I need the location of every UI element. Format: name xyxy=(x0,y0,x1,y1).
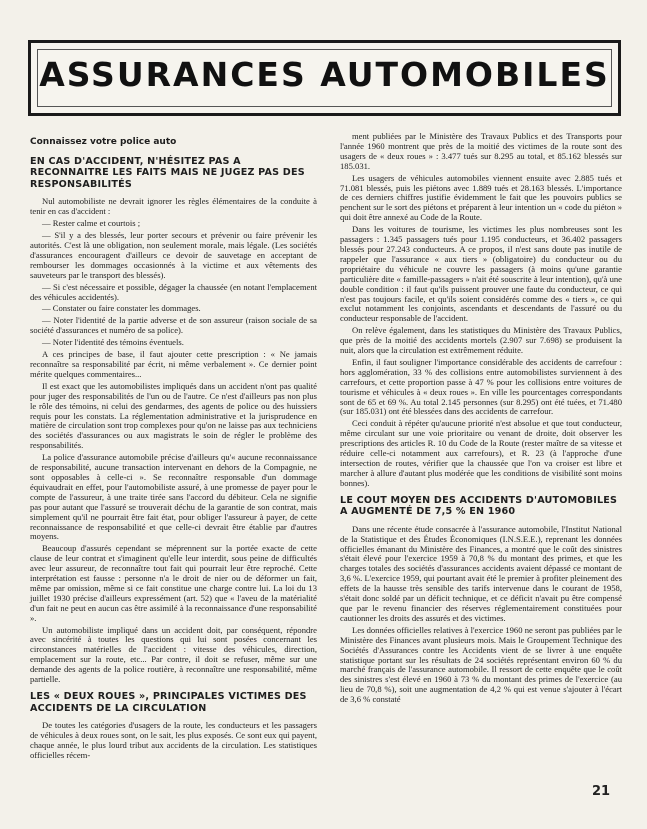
paragraph: On relève également, dans les statistiques du Ministère des Travaux Publics, que près de la moitié des accidents mortels (2.907 sur 7.698) se produisent la nuit, alors que la circulation est extrêmement réduite. xyxy=(340,325,622,356)
paragraph: — S'il y a des blessés, leur porter secours et prévenir ou faire prévenir les autorités. C'est là une obligation, non seulement morale, mais légale. (Les sociétés d'assurances encouragent d'ailleurs ce devoir de sauvetage en acceptant de rembourser les dommages occasionnés à la victime et aux vêtements des sauveteurs par le transport des blessés). xyxy=(30,230,317,280)
paragraph: Les usagers de véhicules automobiles viennent ensuite avec 2.885 tués et 71.081 blessés, puis les piétons avec 1.889 tués et 28.163 blessés. L'importance de ces derniers chiffres justifie évidemment le fait que les pouvoirs publics se penchent sur le sort des piétons et préparent à leur intention un « code du piéton » qui doit être annexé au Code de la Route. xyxy=(340,172,622,223)
right-paragraphs-1 xyxy=(340,132,622,489)
left-paragraphs-1 xyxy=(30,197,317,685)
subhead: Connaissez votre police auto xyxy=(30,137,177,147)
left-column xyxy=(30,138,317,763)
paragraph: — Noter l'identité de la partie adverse et de son assureur (raison sociale de sa société d'assurances et numéro de sa police). xyxy=(30,315,317,336)
left-paragraphs-2 xyxy=(30,721,317,761)
page-title: ASSURANCES AUTOMOBILES xyxy=(39,55,610,94)
heading-accident: EN CAS D'ACCIDENT, N'HÉSITEZ PAS A RECONNAITRE LES FAITS MAIS NE JUGEZ PAS DES RESPONSABILITÉS xyxy=(30,155,305,190)
paragraph: ment publiées par le Ministère des Travaux Publics et des Transports pour l'année 1960 montrent que près de la moitié des victimes de la route sont des usagers de « deux roues » : 3.477 tués sur 8.295 au total, et 85.162 blessés sur 185.031. xyxy=(340,131,622,171)
paragraph: De toutes les catégories d'usagers de la route, les conducteurs et les passagers de véhicules à deux roues sont, on le sait, les plus exposés. Ce sont eux qui payent, chaque année, le plus lourd tribut aux accidents de la circulation. Les statistiques officielles récem- xyxy=(30,720,317,760)
paragraph: Enfin, il faut souligner l'importance considérable des accidents de carrefour : hors agglomération, 33 % des collisions entre automobilistes surviennent à des carrefours, et cette proportion passe à 47 % pour les collisions entre voitures de tourisme et véhicules à « deux roues ». En ville les pourcentages correspondants sont de 65 et 69 %. Au total 2.145 personnes (sur 8.295) ont été tuées, et 71.480 (sur 185.031) ont été blessées dans des accidents de carrefour. xyxy=(340,356,622,417)
paragraph: — Constater ou faire constater les dommages. xyxy=(42,303,201,314)
heading-deux-roues: LES « DEUX ROUES », PRINCIPALES VICTIMES DES ACCIDENTS DE LA CIRCULATION xyxy=(30,691,307,714)
paragraph: — Noter l'identité des témoins éventuels. xyxy=(42,337,184,348)
paragraph: Ceci conduit à répéter qu'aucune priorité n'est absolue et que tout conducteur, même circulant sur une voie prioritaire ou venant de droite, doit observer les prescriptions des articles R. 10 du Code de la Route (rester maître de sa vitesse et réduire celle-ci notamment aux carrefours), et R. 23 (à l'approche d'une intersection de routes, vérifier que la chaussée que l'on va croiser est libre et marcher à allure d'autant plus modérée que les conditions de visibilité sont moins bonnes). xyxy=(340,418,622,488)
heading-cout-moyen: LE COUT MOYEN DES ACCIDENTS D'AUTOMOBILES A AUGMENTÉ DE 7,5 % EN 1960 xyxy=(340,494,618,518)
paragraph: Nul automobiliste ne devrait ignorer les règles élémentaires de la conduite à tenir en cas d'accident : xyxy=(30,196,317,217)
page-number: 21 xyxy=(592,784,611,799)
paragraph: Dans une récente étude consacrée à l'assurance automobile, l'Institut National de la Statistique et des Études Économiques (I.N.S.E.E.), reprenant les données officielles émanant du Ministère des Finances, a montré que le coût des sinistres s'était élevé pour l'exercice 1959 à 70,8 % du montant des primes, et que les charges totales des sociétés d'assurances accidents avaient dépassé ce montant de 3,6 %. L'exercice 1959, qui pourtant avait été le premier à profiter pleinement des effets de la hausse très sensible des tarifs intervenue dans le courant de 1958, s'était donc soldé par un déficit technique, et ce déficit n'avait pu être compensé que par le revenu financier des réserves réglementairement constituées pour cautionner les droits des assurés et des victimes. xyxy=(340,523,622,623)
title-banner xyxy=(28,40,621,116)
right-paragraphs-2 xyxy=(340,525,622,705)
paragraph: A ces principes de base, il faut ajouter cette prescription : « Ne jamais reconnaître sa responsabilité par écrit, ni même verbalement ». Ce dernier point mérite quelques commentaires... xyxy=(30,349,317,379)
paragraph: — Rester calme et courtois ; xyxy=(42,218,141,229)
paragraph: Un automobiliste impliqué dans un accident doit, par conséquent, répondre avec sincérité à toutes les questions qui lui sont posées concernant les circonstances matérielles de l'accident : vitesse des véhicules, direction, emplacement sur la route, etc... Par contre, il doit se refuser, même sur une demande des agents de la police routière, à reconnaître une responsabilité, même partielle. xyxy=(30,624,317,685)
paragraph: Beaucoup d'assurés cependant se méprennent sur la portée exacte de cette clause de leur contrat et s'imaginent qu'elle leur interdit, sous peine de difficultés avec leur assureur, de reconnaître tout fait qui pourrait leur être reproché. Cette interprétation est fausse : personne n'a le droit de nier ou de déformer un fait, même par omission, même si ce fait constitue une charge contre lui. La loi du 13 juillet 1930 précise d'ailleurs expressément (art. 52) que « l'aveu de la matérialité d'un fait ne peut en aucun cas être assimilé à la reconnaissance d'une responsabilité ». xyxy=(30,543,317,623)
paragraph: Les données officielles relatives à l'exercice 1960 ne seront pas publiées par le Ministère des Finances avant plusieurs mois. Mais le Groupement Technique des Sociétés d'Assurances contre les Accidents vient de se livrer à une enquête statistique portant sur les résultats de 24 sociétés représentant environ 60 % du marché français de l'assurance automobile. Il ressort de cette enquête que le coût des sinistres s'est élevé en 1960 à 73 % du montant des primes de l'exercice (au lieu de 70,8 %), soit une augmentation de 4,2 % qui est venue s'ajouter à l'écart de 3,6 % constaté xyxy=(340,624,622,705)
paragraph: Il est exact que les automobilistes impliqués dans un accident n'ont pas qualité pour juger des responsabilités de l'un ou de l'autre. Ce n'est d'ailleurs pas non plus le rôle des témoins, ni celui des gendarmes, des agents de police ou des huissiers requis pour les constats. La réglementation administrative et la jurisprudence en matière de circulation sont trop complexes pour qu'on ne laisse pas aux techniciens des sociétés d'assurances ou aux magistrats le soin de régler le problème des responsabilités. xyxy=(30,380,317,451)
paragraph: Dans les voitures de tourisme, les victimes les plus nombreuses sont les passagers : 1.345 passagers tués pour 1.195 conducteurs, et 36.402 passagers blessés pour 27.243 conducteurs. A ce propos, il n'est sans doute pas inutile de rappeler que l'assurance « aux tiers » (obligatoire) du conducteur ou du propriétaire du véhicule ne couvre les passagers (à moins qu'une garantie particulière dite « famille-passagers » n'ait été souscrite à leur intention), qu'à une double condition : il faut qu'ils puissent prouver une faute du conducteur, ce qui n'est pas toujours facile, et qu'ils soient considérés comme des « tiers », ce qui exclut notamment les conjoints, ascendants et descendants de l'assuré ou du conducteur responsable de l'accident. xyxy=(340,224,622,324)
paragraph: — Si c'est nécessaire et possible, dégager la chaussée (en notant l'emplacement des véhicules accidentés). xyxy=(30,281,317,302)
paragraph: La police d'assurance automobile précise d'ailleurs qu'« aucune reconnaissance de responsabilité, aucune transaction intervenant en dehors de la Compagnie, ne sont opposables à celle-ci ». Se reconnaître responsable d'un dommage équivaudrait en effet, pour l'automobiliste assuré, à une promesse de payer pour le compte de l'assureur, à une traite tirée sans l'accord du débiteur. Cela ne signifie pas pour autant que l'assuré se trouverait déchu de la garantie de son contrat, mais simplement qu'il ne pourrait être fait état, pour obliger l'assureur à payer, de cette reconnaissance de responsabilité et que celle-ci devrait être établie par d'autres moyens. xyxy=(30,452,317,542)
right-column xyxy=(340,132,622,707)
